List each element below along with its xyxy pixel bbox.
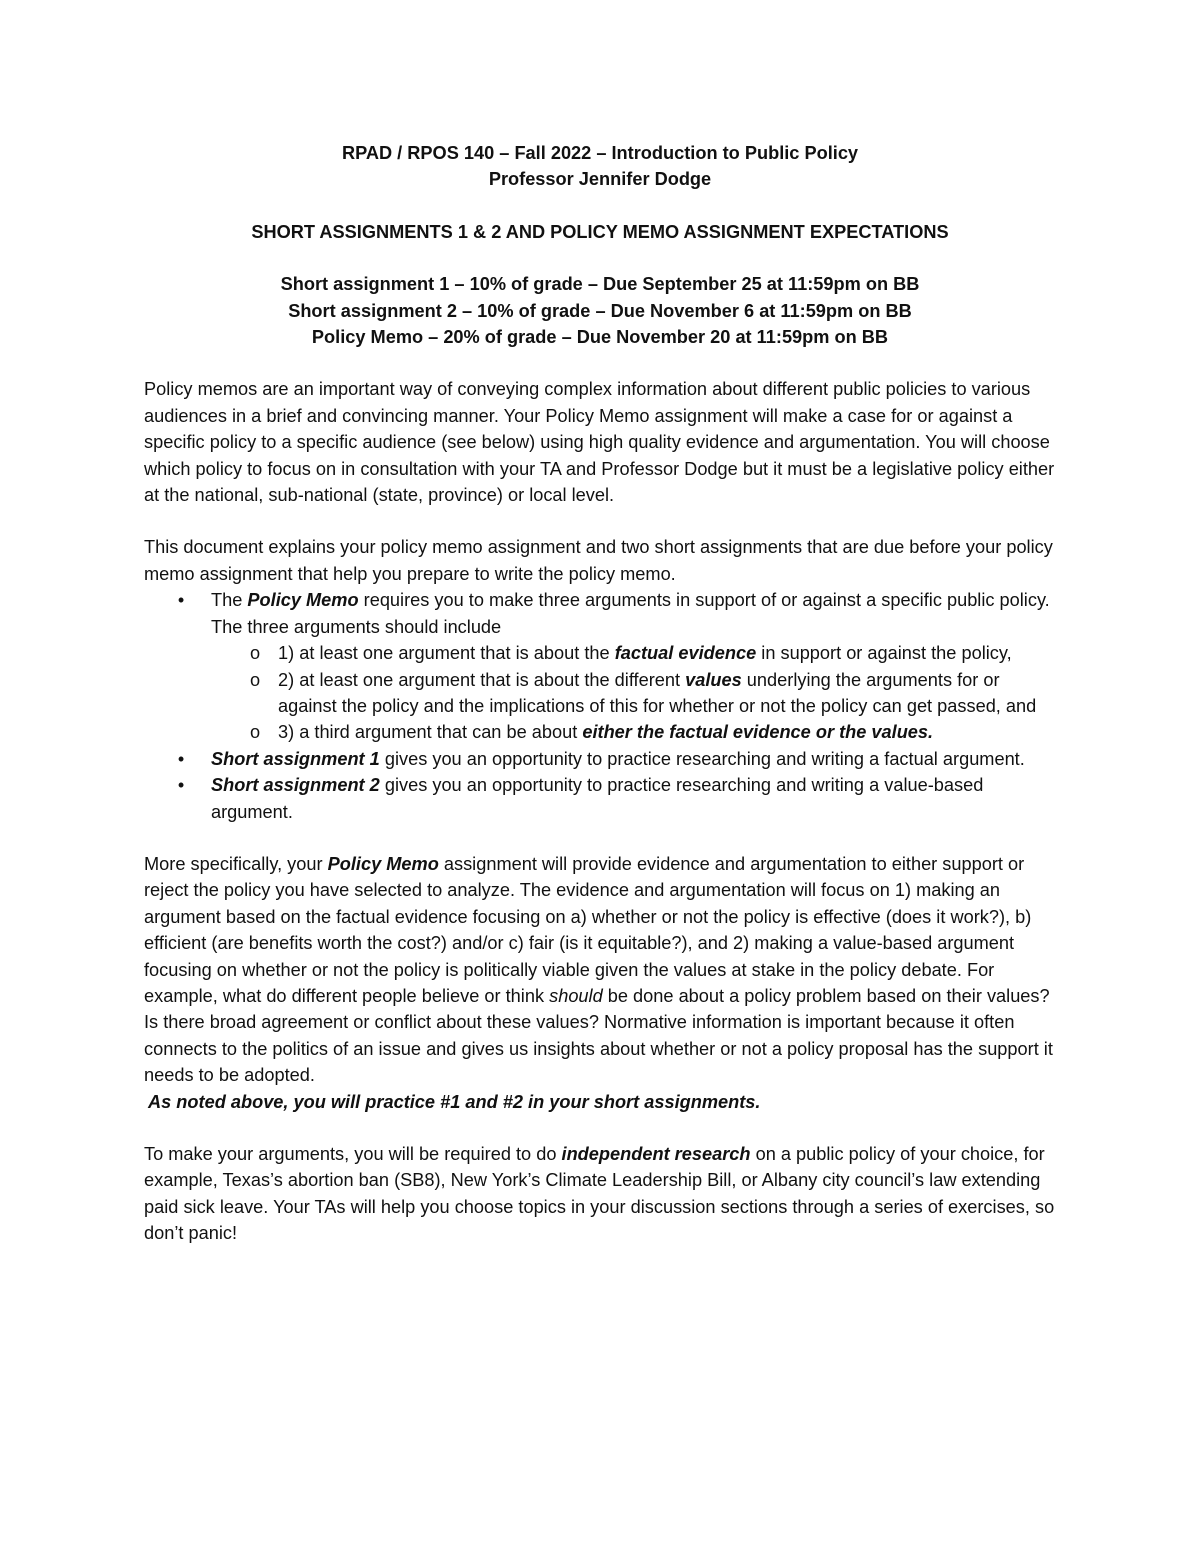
circle-bullet-icon: o: [250, 722, 261, 743]
document-page: [144, 140, 1056, 1247]
title-block: [144, 140, 1056, 193]
specific-paragraph: More specifically, your Policy Memo assignment will provide evidence and argumentation to either support or reject the policy you have selected to analyze. The evidence and argumentation will focus on 1) making an argument based on the factual evidence focusing on a) whether or not the policy is effective (does it work?), b) efficient (are benefits worth the cost?) and/or c) fair (is it equitable?), and 2) making a value-based argument focusing on whether or not the policy is politically viable given the values at stake in the policy debate. For example, what do different people believe or think should be done about a policy problem based on their values? Is there broad agreement or conflict about these values? Normative information is important because it often connects to the politics of an issue and gives us insights about whether or not a policy proposal has the support it needs to be adopted.: [144, 853, 1053, 1086]
list-item-policy-memo: • The Policy Memo requires you to make three arguments in support of or against a specific public policy. The three arguments should include o 1) at least one argument that is about the factual evidence in support or against the policy, o 2) at least one argument that is about the different values underlying the arguments for or against the policy and the implications of this for whether or not the policy can get passed, and o 3) a third argument that can be about either the factual evidence or the values.: [144, 587, 1056, 745]
assignment-list: [144, 587, 1056, 825]
policy-memo-term: Policy Memo: [247, 590, 359, 611]
bullet-icon: •: [177, 748, 185, 769]
assignment-heading: SHORT ASSIGNMENTS 1 & 2 AND POLICY MEMO ASSIGNMENT EXPECTATIONS: [251, 221, 949, 242]
research-paragraph: To make your arguments, you will be required to do independent research on a public policy of your choice, for example, Texas’s abortion ban (SB8), New York’s Climate Leadership Bill, or Albany city council’s law extending paid sick leave. Your TAs will help you choose topics in your discussion sections through a series of exercises, so don’t panic!: [144, 1144, 1055, 1244]
bullet-icon: •: [177, 590, 185, 611]
list-item-short-assignment-1: • Short assignment 1 gives you an opportunity to practice researching and writing a factual argument.: [144, 746, 1056, 772]
due-short-assignment-2: Short assignment 2 – 10% of grade – Due November 6 at 11:59pm on BB: [288, 300, 912, 321]
practice-note: As noted above, you will practice #1 and #2 in your short assignments.: [148, 1091, 761, 1112]
course-title: RPAD / RPOS 140 – Fall 2022 – Introduction to Public Policy: [341, 143, 859, 163]
due-policy-memo: Policy Memo – 20% of grade – Due November 20 at 11:59pm on BB: [311, 327, 889, 348]
due-short-assignment-1: Short assignment 1 – 10% of grade – Due September 25 at 11:59pm on BB: [280, 274, 920, 295]
circle-bullet-icon: o: [250, 669, 261, 690]
professor-name: Professor Jennifer Dodge: [488, 169, 712, 190]
explain-paragraph: This document explains your policy memo assignment and two short assignments that are due before your policy memo assignment that help you prepare to write the policy memo.: [144, 537, 1053, 584]
intro-paragraph: Policy memos are an important way of conveying complex information about different public policies to various audiences in a brief and convincing manner. Your Policy Memo assignment will make a case for or against a specific policy to a specific audience (see below) using high quality evidence and argumentation. You will choose which policy to focus on in consultation with your TA and Professor Dodge but it must be a legislative policy either at the national, sub-national (state, province) or local level.: [144, 379, 1055, 506]
list-item-short-assignment-2: • Short assignment 2 gives you an opportunity to practice researching and writing a value-based argument.: [144, 772, 1056, 825]
sub-item-factual: o 1) at least one argument that is about the factual evidence in support or against the policy,: [144, 640, 1056, 666]
circle-bullet-icon: o: [250, 643, 261, 664]
sub-item-third: o 3) a third argument that can be about either the factual evidence or the values.: [144, 719, 1056, 745]
due-dates: [144, 271, 1056, 350]
sub-item-values: o 2) at least one argument that is about the different values underlying the arguments for or against the policy and the implications of this for whether or not the policy can get passed, and: [144, 667, 1056, 720]
argument-sublist: [211, 640, 1056, 746]
bullet-icon: •: [177, 775, 185, 796]
